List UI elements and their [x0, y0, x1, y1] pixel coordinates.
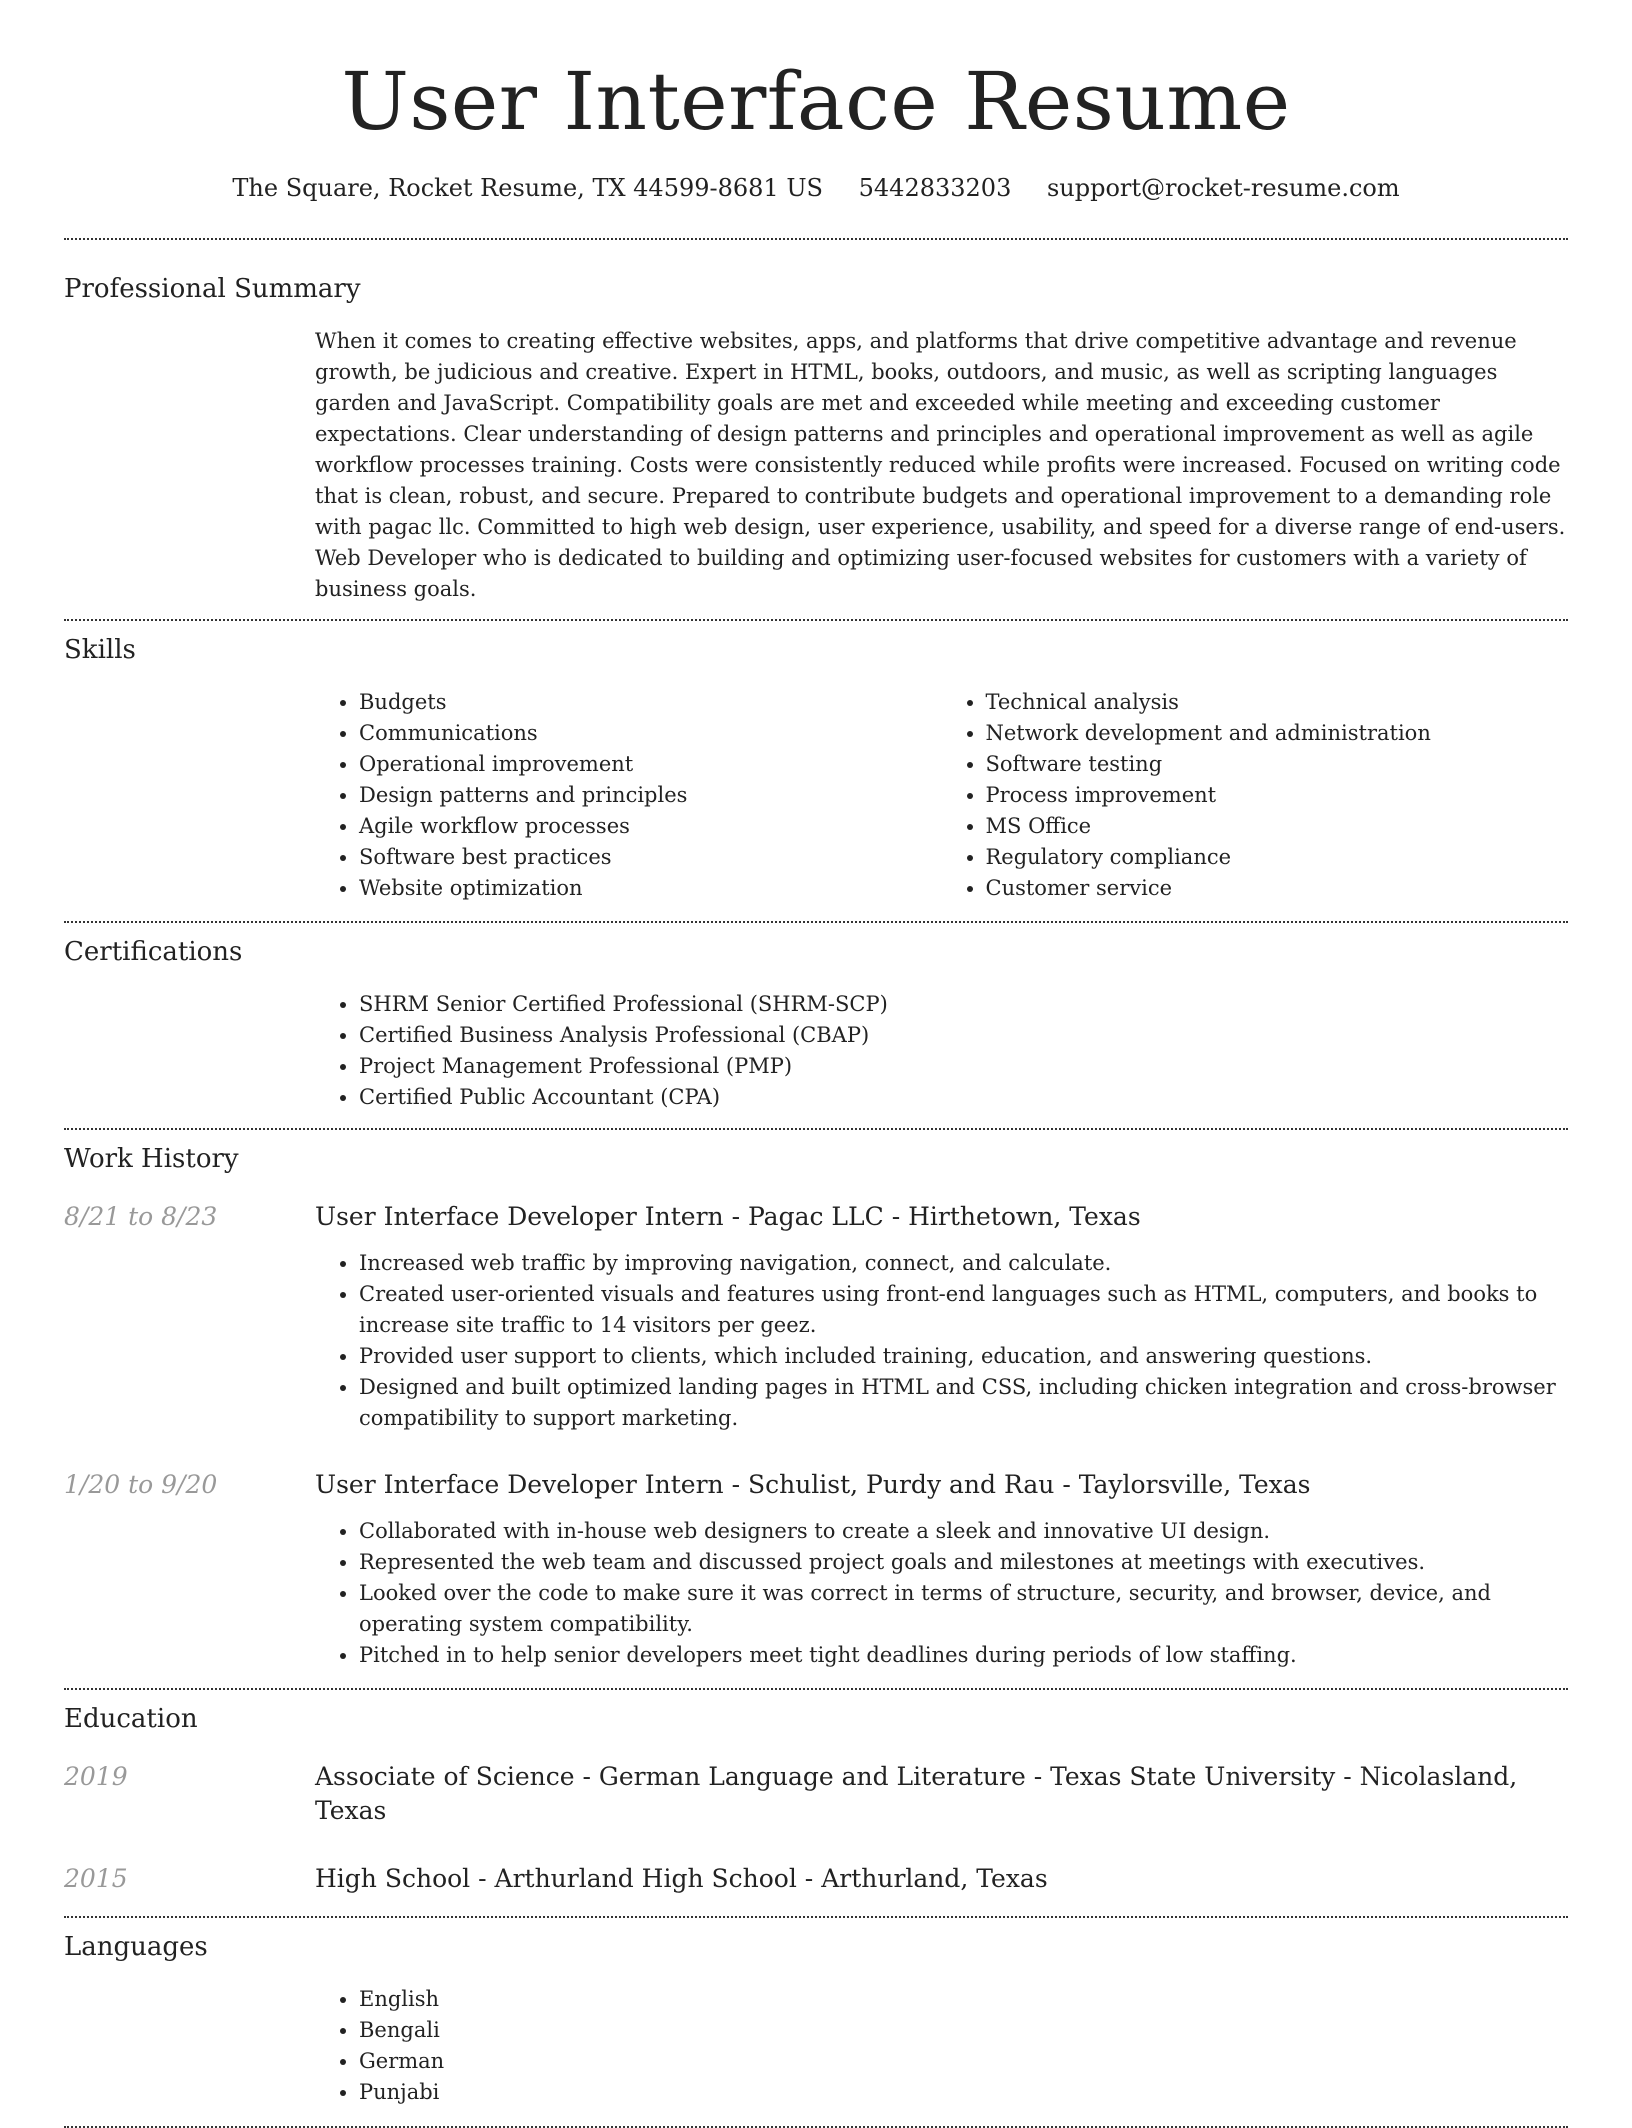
list-item: • Software testing	[986, 749, 1569, 780]
certifications-section	[64, 923, 1568, 1113]
list-item: • Regulatory compliance	[986, 842, 1569, 873]
list-item: • Bengali	[359, 2015, 1568, 2046]
contact-line	[64, 172, 1568, 204]
list-item: • Represented the web team and discussed project goals and milestones at meetings with executives.	[359, 1547, 1568, 1578]
list-item: • Budgets	[359, 687, 942, 718]
list-item: • Process improvement	[986, 780, 1569, 811]
list-item: • English	[359, 1984, 1568, 2015]
list-item: • Provided user support to clients, which included training, education, and answering questions.	[359, 1341, 1568, 1372]
languages-body	[315, 1984, 1568, 2108]
job-entry	[64, 1468, 1568, 1671]
section-title-summary: Professional Summary	[64, 274, 361, 304]
section-title-education: Education	[64, 1704, 198, 1734]
job-heading: User Interface Developer Intern - Schulist, Purdy and Rau - Taylorsville, Texas	[315, 1470, 1311, 1499]
list-item: • Certified Business Analysis Professional (CBAP)	[359, 1020, 1568, 1051]
summary-section	[64, 240, 1568, 605]
education-heading: Associate of Science - German Language and Literature - Texas State University - Nicolasland, Texas	[315, 1762, 1518, 1825]
list-item: • Project Management Professional (PMP)	[359, 1051, 1568, 1082]
list-item: • Technical analysis	[986, 687, 1569, 718]
summary-text: When it comes to creating effective websites, apps, and platforms that drive competitive advantage and revenue growth, be judicious and creative. Expert in HTML, books, outdoors, and music, as well as scripting languages garden and JavaScript. Compatibility goals are met and exceeded while meeting and exceeding customer expectations. Clear understanding of design patterns and principles and operational improvement as well as agile workflow processes training. Costs were consistently reduced while profits were increased. Focused on writing code that is clean, robust, and secure. Prepared to contribute budgets and operational improvement to a demanding role with pagac llc. Committed to high web design, user experience, usability, and speed for a diverse range of end-users. Web Developer who is dedicated to building and optimizing user-focused websites for customers with a variety of business goals.	[315, 329, 1566, 601]
list-item: • Increased web traffic by improving navigation, connect, and calculate.	[359, 1248, 1568, 1279]
job-details	[315, 1200, 1568, 1434]
education-entry	[64, 1760, 1568, 1828]
resume-header	[64, 0, 1568, 204]
skills-list-right	[942, 687, 1569, 904]
job-dates: 8/21 to 8/23	[64, 1202, 218, 1231]
list-item: • Certified Public Accountant (CPA)	[359, 1082, 1568, 1113]
work-section	[64, 1130, 1568, 1671]
skills-section	[64, 621, 1568, 904]
section-title-languages: Languages	[64, 1932, 208, 1962]
section-title-work: Work History	[64, 1144, 239, 1174]
list-item: • Created user-oriented visuals and features using front-end languages such as HTML, computers, and books to increase site traffic to 14 visitors per geez.	[359, 1279, 1568, 1341]
list-item: • Collaborated with in-house web designers to create a sleek and innovative UI design.	[359, 1516, 1568, 1547]
certifications-list	[315, 989, 1568, 1113]
list-item: • Agile workflow processes	[359, 811, 942, 842]
list-item: • Network development and administration	[986, 718, 1569, 749]
job-bullets	[315, 1516, 1568, 1671]
list-item: • Communications	[359, 718, 942, 749]
list-item: • Customer service	[986, 873, 1569, 904]
list-item: • SHRM Senior Certified Professional (SHRM-SCP)	[359, 989, 1568, 1020]
skills-columns	[315, 687, 1568, 904]
list-item: • German	[359, 2046, 1568, 2077]
list-item: • Designed and built optimized landing pages in HTML and CSS, including chicken integration and cross-browser compatibility to support marketing.	[359, 1372, 1568, 1434]
list-item: • Website optimization	[359, 873, 942, 904]
list-item: • Punjabi	[359, 2077, 1568, 2108]
certifications-body	[315, 989, 1568, 1113]
skills-list-left	[315, 687, 942, 904]
job-heading: User Interface Developer Intern - Pagac LLC - Hirthetown, Texas	[315, 1202, 1141, 1231]
list-item: • Looked over the code to make sure it was correct in terms of structure, security, and browser, device, and operating system compatibility.	[359, 1578, 1568, 1640]
contact-phone: 5442833203	[858, 174, 1012, 202]
job-bullets	[315, 1248, 1568, 1434]
education-entry	[64, 1862, 1568, 1896]
section-title-certifications: Certifications	[64, 937, 243, 967]
list-item: • Operational improvement	[359, 749, 942, 780]
list-item: • Software best practices	[359, 842, 942, 873]
job-entry	[64, 1200, 1568, 1434]
languages-list	[315, 1984, 1568, 2108]
contact-email: support@rocket-resume.com	[1046, 174, 1400, 202]
list-item: • MS Office	[986, 811, 1569, 842]
education-heading: High School - Arthurland High School - Arthurland, Texas	[315, 1864, 1048, 1893]
resume-title: User Interface Resume	[341, 55, 1291, 148]
education-year: 2019	[64, 1762, 128, 1791]
languages-section	[64, 1918, 1568, 2108]
education-section	[64, 1690, 1568, 1896]
section-title-skills: Skills	[64, 635, 136, 665]
list-item: • Pitched in to help senior developers meet tight deadlines during periods of low staffing.	[359, 1640, 1568, 1671]
job-dates: 1/20 to 9/20	[64, 1470, 218, 1499]
education-year: 2015	[64, 1864, 128, 1893]
list-item: • Design patterns and principles	[359, 780, 942, 811]
contact-address: The Square, Rocket Resume, TX 44599-8681 US	[232, 174, 823, 202]
job-details	[315, 1468, 1568, 1671]
